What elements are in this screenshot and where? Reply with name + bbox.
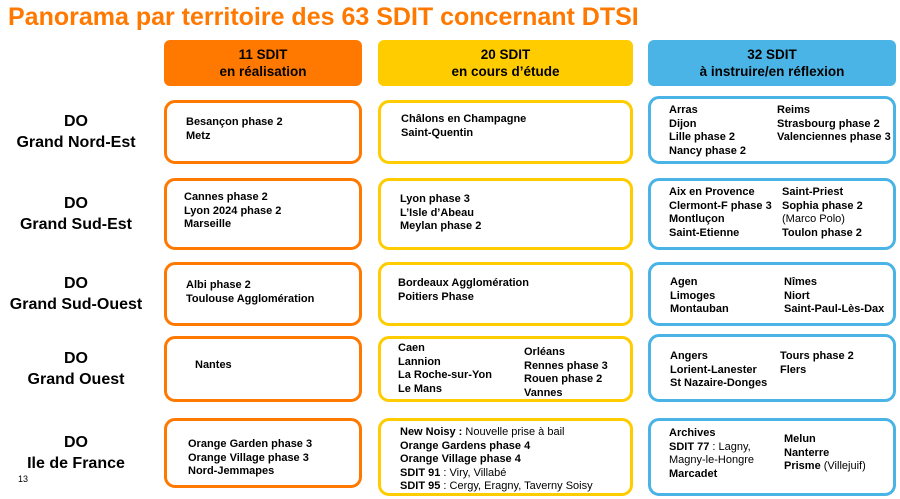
site-item: SDIT 95 : Cergy, Eragny, Taverny Soisy [400,480,593,493]
site-item: Toulouse Agglomération [186,292,315,305]
site-item: Archives [669,427,716,439]
site-item: Orange Village phase 4 [400,453,521,466]
header-en-realisation [164,40,362,86]
cell-idf-etude [378,418,633,496]
site-item: SDIT 91 : Viry, Villabé [400,466,507,479]
page-number: 13 [18,474,29,484]
row-region: Grand Sud-Ouest [9,296,143,313]
cell-sud-ouest-realisation [164,262,362,326]
row-label-grand-sud-ouest [0,262,152,326]
site-item: Strasbourg phase 2 [777,117,880,130]
site-item: Angers [670,350,708,362]
site-item: Saint-Priest [782,186,844,198]
cell-nord-est-realisation [164,100,362,164]
site-item: Orange Garden phase 3 [188,438,313,450]
site-item: New Noisy : Nouvelle prise à bail [400,426,565,438]
site-item: Limoges [670,289,716,302]
row-do: DO [64,434,88,451]
site-item: Cannes phase 2 [184,191,268,203]
cell-ouest-realisation [164,336,362,402]
site-item: Metz [186,129,211,142]
site-item: Lille phase 2 [669,131,736,144]
site-item: Arras [669,104,698,116]
cell-sud-ouest-reflexion [648,262,896,326]
site-item: Poitiers Phase [398,290,474,303]
site-item: Nantes [195,359,232,371]
header-label: à instruire/en réflexion [699,64,845,79]
header-label: en cours d’étude [451,64,560,79]
site-item: Rouen phase 2 [524,373,603,386]
site-item: Tours phase 2 [780,350,854,362]
cell-ouest-reflexion [648,334,896,402]
row-do: DO [64,195,88,212]
cell-nord-est-etude [378,100,633,164]
header-count: 20 SDIT [480,47,531,62]
header-count: 32 SDIT [747,47,797,62]
cell-ouest-etude [378,336,633,402]
site-item: Flers [780,363,807,376]
site-item: Montauban [670,303,729,316]
cell-nord-est-reflexion [648,96,896,164]
row-do: DO [64,275,88,292]
site-item: Magny-le-Hongre [669,454,754,467]
row-do: DO [64,113,88,130]
site-item: Dijon [669,117,697,130]
site-item: SDIT 77 : Lagny, [669,440,751,453]
site-item: Nord-Jemmapes [188,465,275,478]
site-item: Clermont-F phase 3 [669,199,772,212]
site-item: Lorient-Lanester [670,363,757,376]
cell-sud-est-reflexion [648,178,896,250]
header-count: 11 SDIT [238,47,288,62]
row-label-grand-ouest [0,336,152,402]
site-item: Valenciennes phase 3 [777,131,891,144]
site-item: Reims [777,104,811,116]
row-region: Grand Nord-Est [16,134,136,151]
site-item: Nîmes [784,276,818,288]
site-item: Châlons en Champagne [401,113,527,125]
site-item: (Marco Polo) [782,213,845,226]
site-item: Lannion [398,355,441,368]
site-item: Rennes phase 3 [524,359,608,372]
site-item: Caen [398,342,425,354]
site-item: Niort [784,289,810,302]
site-item: Lyon 2024 phase 2 [184,204,282,217]
cell-sud-ouest-etude [378,262,633,326]
site-item: Melun [784,433,816,445]
site-item: Orange Village phase 3 [188,451,309,464]
site-item: L’Isle d’Abeau [400,206,474,219]
site-item: Agen [670,276,698,288]
site-item: Nanterre [784,446,830,459]
site-item: Prisme (Villejuif) [784,460,866,473]
site-item: Albi phase 2 [186,279,251,291]
row-region: Ile de France [27,455,125,472]
site-item: Marseille [184,218,232,231]
row-label-grand-nord-est [0,100,152,164]
cell-idf-reflexion [648,418,896,496]
site-item: Saint-Paul-Lès-Dax [784,303,885,316]
site-item: Saint-Etienne [669,226,740,239]
site-item: Le Mans [398,382,443,395]
row-region: Grand Sud-Est [19,216,132,233]
site-item: Lyon phase 3 [400,193,470,205]
cell-idf-realisation [164,418,362,488]
cell-sud-est-realisation [164,178,362,250]
site-item: Bordeaux Agglomération [398,277,529,289]
header-label: en réalisation [219,64,307,79]
site-item: Meylan phase 2 [400,220,482,233]
row-do: DO [64,350,88,367]
row-region: Grand Ouest [27,371,125,388]
site-item: Besançon phase 2 [186,116,283,128]
site-item: St Nazaire-Donges [670,377,768,390]
site-item: Aix en Provence [669,186,755,198]
row-label-grand-sud-est [0,178,152,250]
site-item: Orange Gardens phase 4 [400,439,531,452]
header-en-cours-etude [378,40,633,86]
site-item: Montluçon [669,213,725,226]
site-item: Toulon phase 2 [782,226,862,239]
cell-sud-est-etude [378,178,633,250]
site-item: Vannes [524,386,563,399]
site-item: Sophia phase 2 [782,199,863,212]
site-item: Saint-Quentin [401,126,474,139]
site-item: Nancy phase 2 [669,144,747,157]
site-item: Marcadet [669,467,718,480]
site-item: La Roche-sur-Yon [398,369,492,382]
page-title: Panorama par territoire des 63 SDIT concernant DTSI [8,3,639,31]
site-item: Orléans [524,346,565,358]
header-a-instruire [648,40,896,86]
